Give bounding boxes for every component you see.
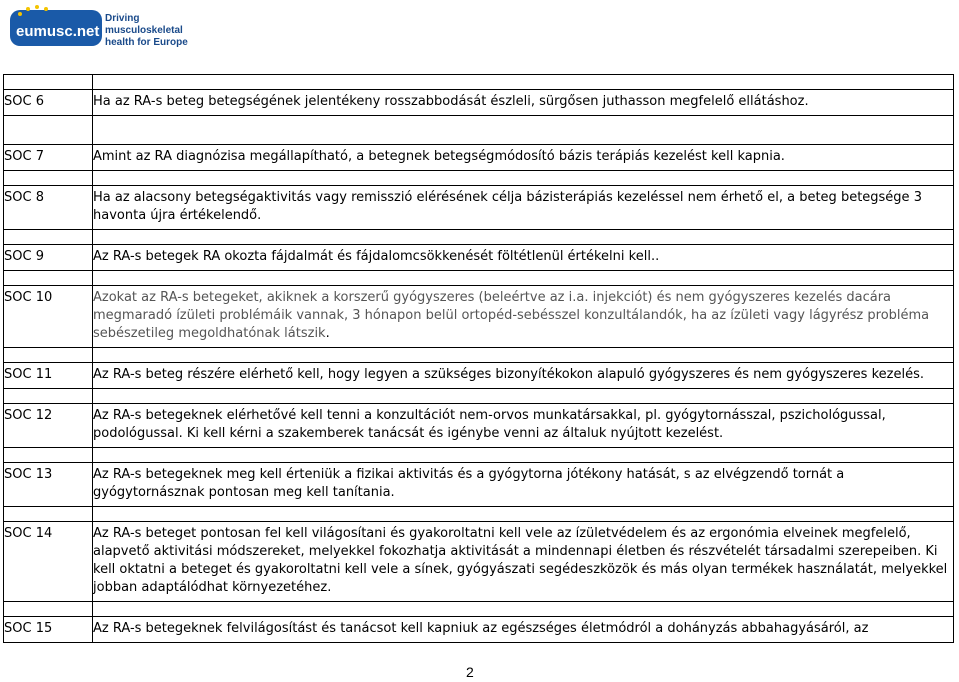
logo-tagline-line1: Driving musculoskeletal <box>105 13 183 36</box>
soc-text: Amint az RA diagnózisa megállapítható, a betegnek betegségmódosító bázis terápiás kezelést kell kapnia. <box>93 149 785 164</box>
table-row <box>4 245 954 271</box>
table-row <box>4 145 954 171</box>
soc-text-grey: Azokat az RA-s betegeket, akiknek a korszerű gyógyszeres (beleértve az i.a. injekciót) és nem gyógyszeres kezelés dacára megmaradó ízületi problémáik vannak, 3 hónapon belül ortopéd-sebésszel konzultálandók, ha az ízületi vagy lágyrész probléma sebészetileg megoldhatónak látszik <box>93 290 930 341</box>
soc-text: Az RA-s betegek RA okozta fájdalmát és fájdalomcsökkenését föltétlenül értékelni kell.. <box>93 249 660 264</box>
soc-table <box>3 74 954 643</box>
soc-text: Az RA-s betegeknek meg kell érteniük a fizikai aktivitás és a gyógytorna jótékony hatását, s az elvégzendő tornát a gyógytornásznak pontosan meg kell tanítania. <box>93 467 845 500</box>
gap-row <box>4 507 954 522</box>
soc-text: Ha az RA-s beteg betegségének jelentékeny rosszabbodását észleli, sürgősen juthasson megfelelő ellátáshoz. <box>93 94 809 109</box>
gap-row <box>4 389 954 404</box>
soc-label: SOC 14 <box>4 526 53 541</box>
logo-tagline-line2: health for Europe <box>105 37 188 48</box>
logo-name: eumusc.net <box>16 23 100 40</box>
soc-label: SOC 7 <box>4 149 44 164</box>
table-row <box>4 463 954 507</box>
gap-row <box>4 75 954 90</box>
soc-label: SOC 12 <box>4 408 53 423</box>
soc-text: Ha az alacsony betegségaktivitás vagy remisszió elérésének célja bázisterápiás kezeléssel nem érhető el, a beteg betegsége 3 havonta újra értékelendő. <box>93 190 922 223</box>
gap-row <box>4 230 954 245</box>
soc-text-end: . <box>325 326 330 341</box>
gap-row <box>4 116 954 145</box>
table-row <box>4 522 954 602</box>
gap-row <box>4 171 954 186</box>
table-row <box>4 186 954 230</box>
soc-text: Az RA-s beteg részére elérhető kell, hogy legyen a szükséges bizonyítékokon alapuló gyógyszeres és nem gyógyszeres kezelés. <box>93 367 924 382</box>
gap-row <box>4 448 954 463</box>
soc-label: SOC 15 <box>4 621 53 636</box>
gap-row <box>4 271 954 286</box>
soc-label: SOC 11 <box>4 367 53 382</box>
soc-label: SOC 8 <box>4 190 44 205</box>
table-row <box>4 363 954 389</box>
soc-text: Az RA-s betegeknek felvilágosítást és tanácsot kell kapniuk az egészséges életmódról a dohányzás abbahagyásáról, az <box>93 621 869 636</box>
table-row <box>4 617 954 643</box>
soc-text: Az RA-s beteget pontosan fel kell világosítani és gyakoroltatni kell vele az ízületvédelem és az ergonómia elveinek megfelelő, alapvető aktivitási módszereket, melyekkel fokozhatja aktivitását a mindennapi életben és részvételét társadalmi szerepeiben. Ki kell oktatni a beteget és gyakoroltatni kell vele a sínek, gyógyászati segédeszközök és más olyan termékek használatát, melyekkel jobban adaptálódhat környezetéhez. <box>93 526 948 595</box>
page-number: 2 <box>466 664 474 680</box>
eumusc-logo <box>8 4 218 52</box>
soc-label: SOC 10 <box>4 290 53 305</box>
soc-text <box>93 286 953 347</box>
gap-row <box>4 602 954 617</box>
gap-row <box>4 348 954 363</box>
soc-label: SOC 6 <box>4 94 44 109</box>
soc-label: SOC 9 <box>4 249 44 264</box>
logo-tagline <box>105 13 218 49</box>
table-row <box>4 286 954 348</box>
soc-text: Az RA-s betegeknek elérhetővé kell tenni a konzultációt nem-orvos munkatársakkal, pl. gyógytornásszal, pszichológussal, podológussal. Ki kell kérni a szakemberek tanácsát és igénybe venni az általuk nyújtott kezelést. <box>93 408 886 441</box>
soc-label: SOC 13 <box>4 467 53 482</box>
table-row <box>4 404 954 448</box>
table-row <box>4 90 954 116</box>
eumusc-logo-badge <box>8 4 105 50</box>
